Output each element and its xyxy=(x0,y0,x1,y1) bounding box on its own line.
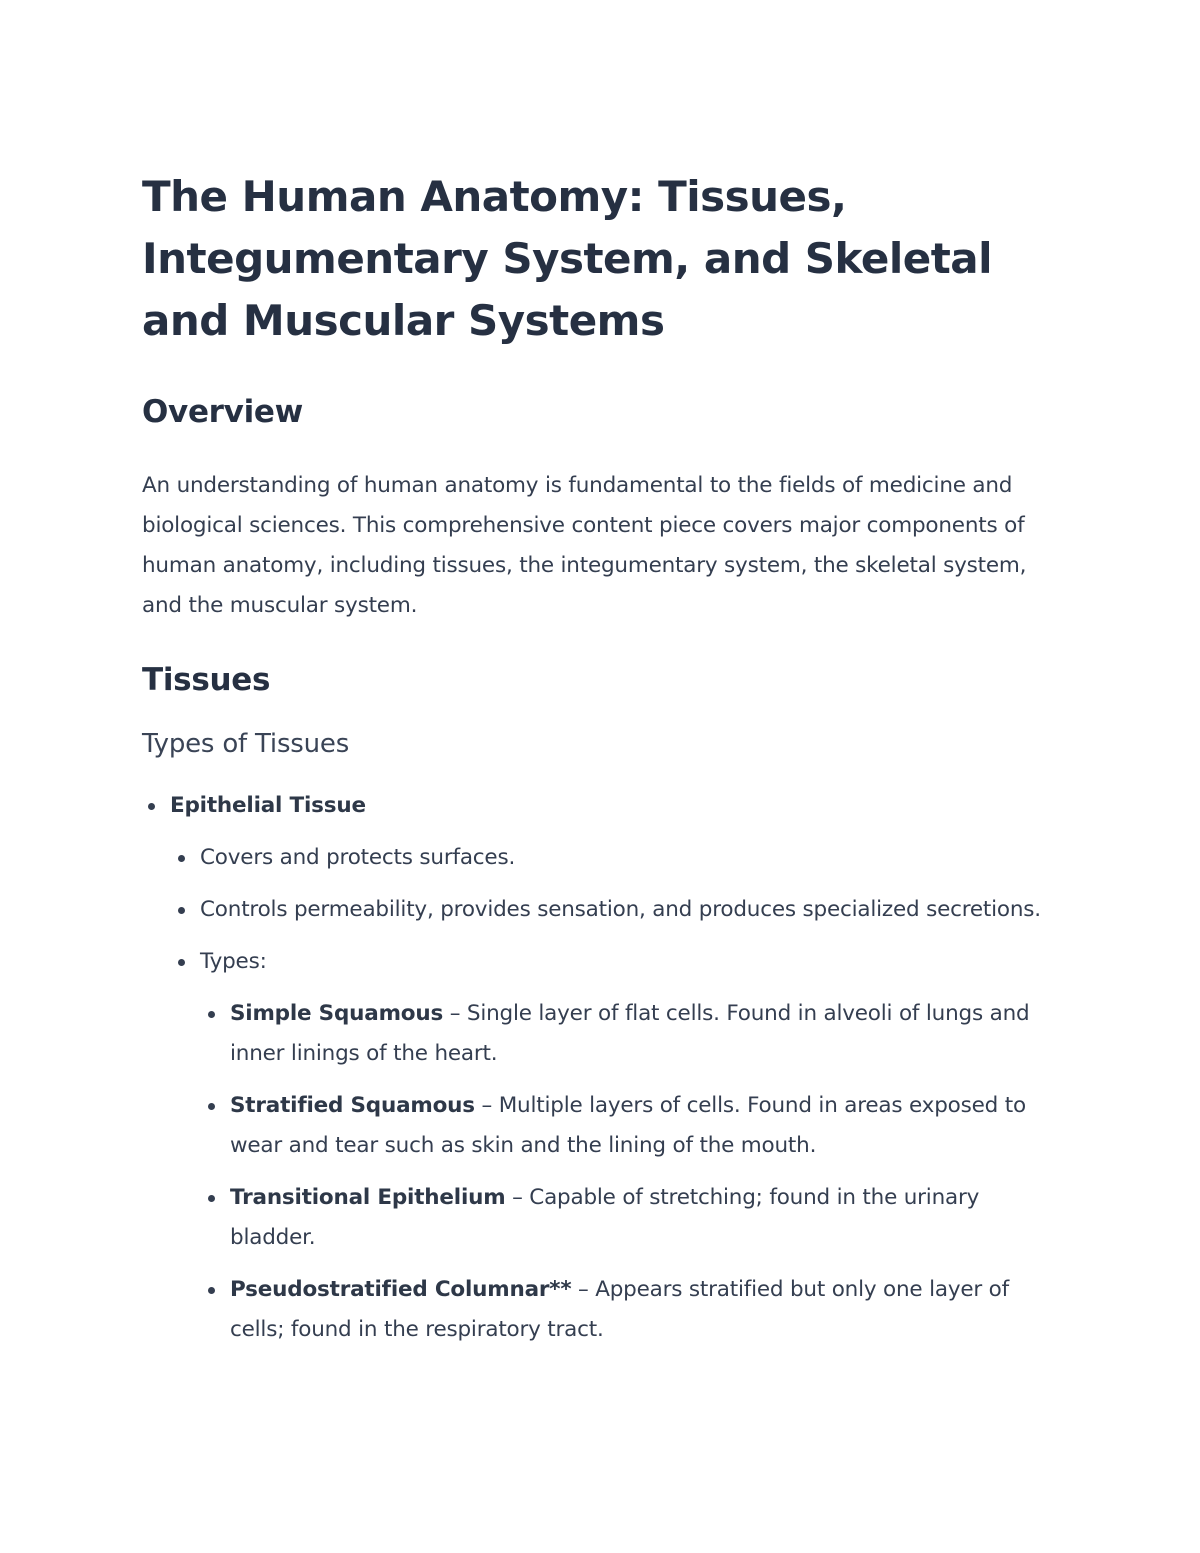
list-item-stratified-squamous xyxy=(230,1086,1052,1166)
types-label: Types: xyxy=(200,949,267,974)
type-name: Pseudostratified Columnar** xyxy=(230,1277,572,1302)
list-item-transitional-epithelium xyxy=(230,1178,1052,1258)
type-description: – Appears stratified but only one layer of cells; found in the respiratory tract. xyxy=(230,1277,1009,1342)
type-description: – Capable of stretching; found in the urinary bladder. xyxy=(230,1185,980,1250)
tissues-heading: Tissues xyxy=(142,662,271,698)
list-item-simple-squamous xyxy=(230,994,1052,1074)
types-of-tissues-heading: Types of Tissues xyxy=(142,729,350,759)
list-item-pseudostratified-columnar xyxy=(230,1270,1052,1350)
overview-paragraph: An understanding of human anatomy is fundamental to the fields of medicine and biological sciences. This comprehensive content piece covers major components of human anatomy, including tissues, the integumentary system, the skeletal system, and the muscular system. xyxy=(142,473,1027,618)
list-item: Covers and protects surfaces. xyxy=(200,838,1052,878)
tissue-list xyxy=(142,786,1052,1350)
list-item-types xyxy=(200,942,1052,1350)
type-description: – Multiple layers of cells. Found in areas exposed to wear and tear such as skin and the lining of the mouth. xyxy=(230,1093,1026,1158)
type-name: Stratified Squamous xyxy=(230,1093,475,1118)
list-item: Controls permeability, provides sensation, and produces specialized secretions. xyxy=(200,890,1052,930)
type-name: Transitional Epithelium xyxy=(230,1185,506,1210)
overview-heading: Overview xyxy=(142,394,303,430)
document-page xyxy=(142,166,1052,1350)
epithelial-types-list xyxy=(200,994,1052,1350)
epithelial-tissue-label: Epithelial Tissue xyxy=(170,793,366,818)
page-title: The Human Anatomy: Tissues, Integumentary System, and Skeletal and Muscular Systems xyxy=(142,172,993,345)
type-description: – Single layer of flat cells. Found in alveoli of lungs and inner linings of the heart. xyxy=(230,1001,1030,1066)
list-item-epithelial-tissue xyxy=(170,786,1052,1350)
type-name: Simple Squamous xyxy=(230,1001,444,1026)
epithelial-points-list xyxy=(170,838,1052,1350)
